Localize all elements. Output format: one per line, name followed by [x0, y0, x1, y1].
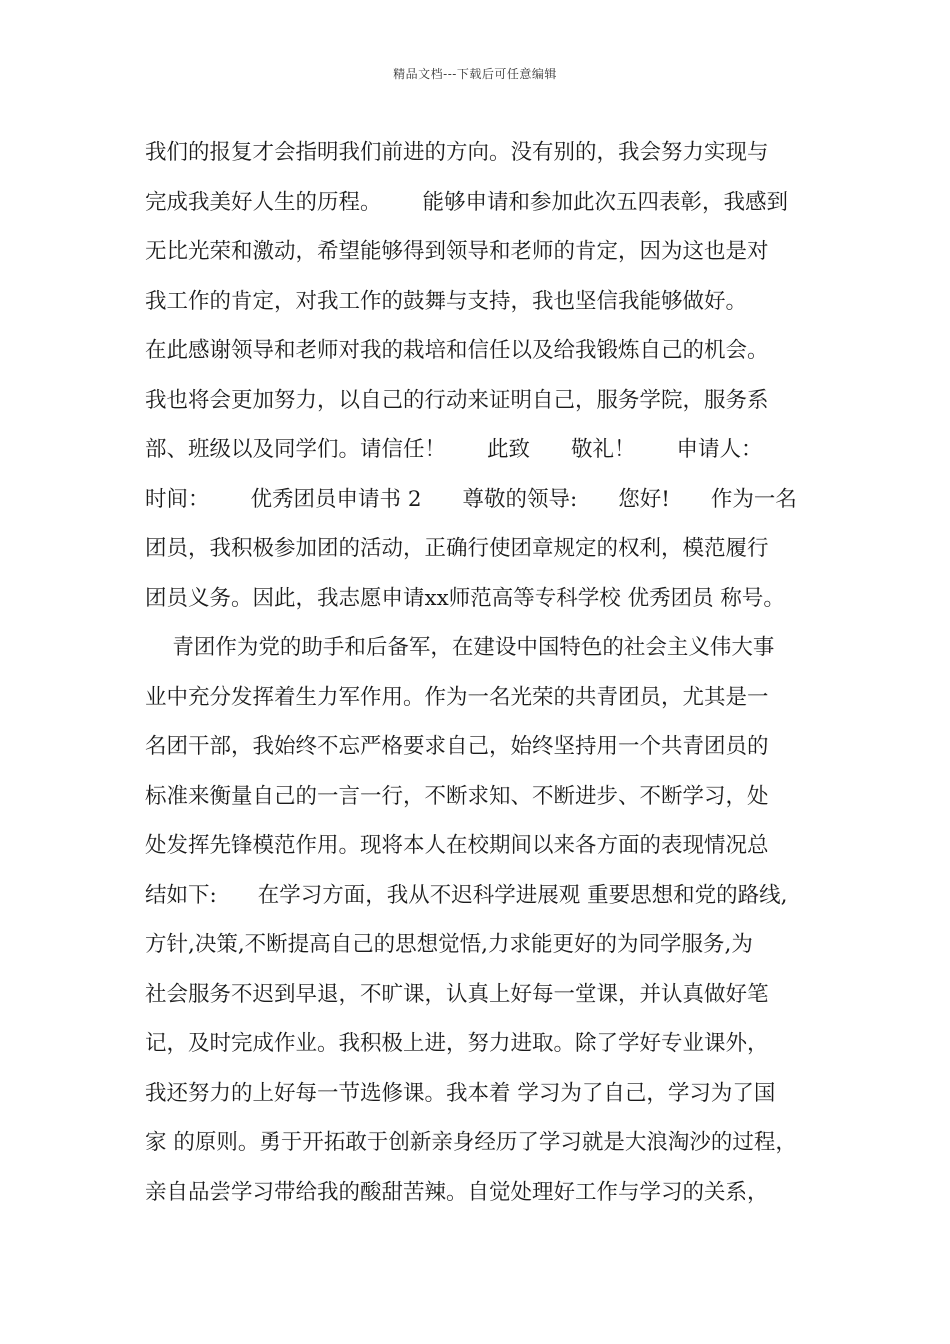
text-line: 结如下: 在学习方面，我从不迟科学进展观 重要思想和党的路线, — [145, 882, 788, 908]
text-line: 业中充分发挥着生力军作用。作为一名光荣的共青团员，尤其是一 — [145, 684, 769, 710]
text-line: 标准来衡量自己的一言一行，不断求知、不断进步、不断学习，处 — [145, 783, 769, 809]
text-line: 亲自品尝学习带给我的酸甜苦辣。自觉处理好工作与学习的关系， — [145, 1179, 769, 1205]
document-body — [145, 128, 825, 1217]
text-line: 我也将会更加努力，以自己的行动来证明自己，服务学院，服务系 — [145, 387, 769, 413]
text-line: 方针,决策,不断提高自己的思想觉悟,力求能更好的为同学服务,为 — [145, 932, 753, 957]
text-line: 无比光荣和激动，希望能够得到领导和老师的肯定，因为这也是对 — [145, 239, 769, 264]
page-header: 精品文档---下载后可任意编辑 — [393, 67, 557, 81]
text-line: 在此感谢领导和老师对我的栽培和信任以及给我锻炼自己的机会。 — [145, 338, 769, 363]
text-line: 我工作的肯定，对我工作的鼓舞与支持，我也坚信我能够做好。 — [145, 288, 748, 314]
text-line: 名团干部，我始终不忘严格要求自己，始终坚持用一个共青团员的 — [145, 734, 769, 759]
text-line: 我们的报复才会指明我们前进的方向。没有别的，我会努力实现与 — [145, 140, 769, 165]
text-line: 记，及时完成作业。我积极上进，努力进取。除了学好专业课外， — [145, 1031, 769, 1056]
text-line: 团员，我积极参加团的活动，正确行使团章规定的权利，模范履行 — [145, 536, 769, 561]
text-line: 社会服务不迟到早退，不旷课，认真上好每一堂课，并认真做好笔 — [145, 981, 769, 1007]
text-line: 我还努力的上好每一节选修课。我本着 学习为了自己，学习为了国 — [145, 1080, 776, 1106]
text-line: 家 的原则。勇于开拓敢于创新亲身经历了学习就是大浪淘沙的过程， — [145, 1130, 797, 1155]
text-line: 团员义务。因此，我志愿申请xx师范高等专科学校 优秀团员 称号。 — [145, 585, 785, 611]
text-line: 青团作为党的助手和后备军，在建设中国特色的社会主义伟大事 — [145, 635, 775, 660]
text-line: 时间： 优秀团员申请书 2 尊敬的领导: 您好! 作为一名 — [145, 486, 797, 512]
text-line: 完成我美好人生的历程。 能够申请和参加此次五四表彰，我感到 — [145, 189, 789, 215]
text-line: 部、班级以及同学们。请信任！ 此致 敬礼！ 申请人： — [145, 437, 763, 462]
text-line: 处发挥先锋模范作用。现将本人在校期间以来各方面的表现情况总 — [145, 833, 769, 858]
